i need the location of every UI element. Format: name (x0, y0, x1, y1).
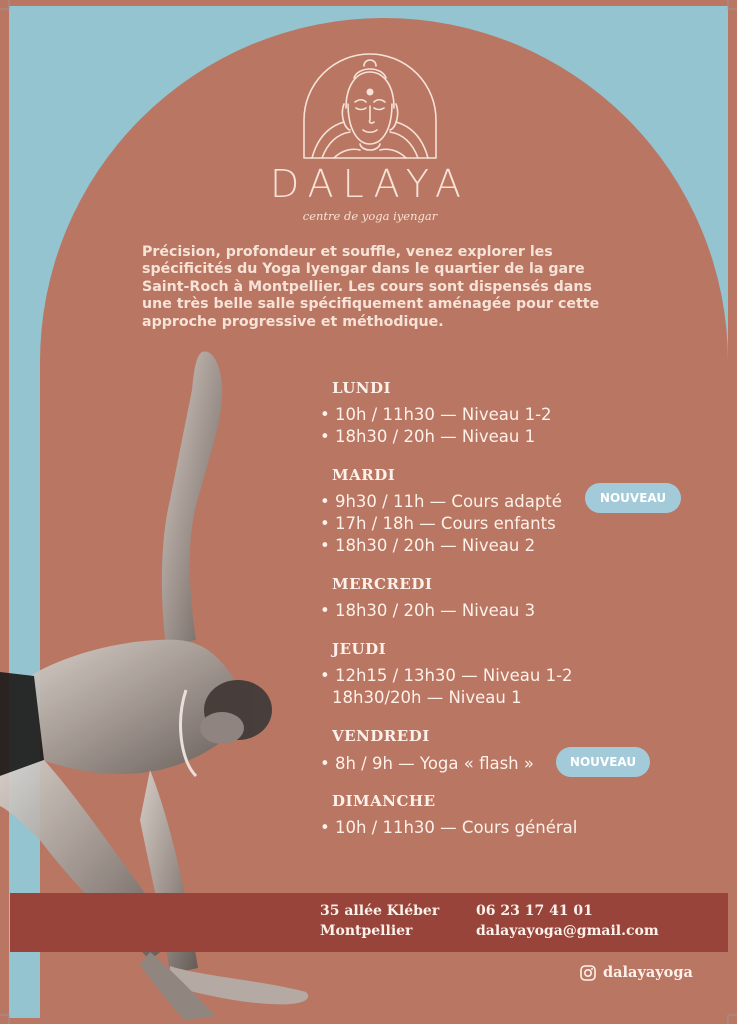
brand-tagline: centre de yoga iyengar (302, 209, 438, 223)
schedule-slot: 18h30/20h — Niveau 1 (332, 688, 522, 707)
day-heading-mardi: MARDI (332, 466, 396, 484)
crop-mark-icon (727, 1014, 737, 1024)
crop-mark-icon (727, 0, 737, 10)
schedule-slot: • 18h30 / 20h — Niveau 1 (320, 427, 536, 446)
schedule-slot: • 9h30 / 11h — Cours adapté (320, 492, 562, 511)
email-address[interactable]: dalayayoga@gmail.com (476, 923, 659, 939)
buddha-face-icon (300, 52, 440, 160)
phone-number[interactable]: 06 23 17 41 01 (476, 903, 593, 919)
schedule-slot: • 8h / 9h — Yoga « flash » (320, 754, 534, 773)
schedule-slot: • 18h30 / 20h — Niveau 2 (320, 536, 536, 555)
instagram-handle[interactable]: dalayayoga (603, 964, 693, 981)
day-heading-lundi: LUNDI (332, 379, 392, 397)
new-badge: NOUVEAU (556, 747, 650, 777)
day-heading-vendredi: VENDREDI (332, 727, 430, 745)
address-street: 35 allée Kléber (320, 903, 440, 919)
schedule-slot: • 10h / 11h30 — Cours général (320, 818, 578, 837)
crop-mark-icon (0, 0, 10, 10)
schedule-slot: • 17h / 18h — Cours enfants (320, 514, 556, 533)
schedule-slot: • 18h30 / 20h — Niveau 3 (320, 601, 536, 620)
instagram-icon[interactable] (580, 965, 596, 981)
schedule-slot: • 12h15 / 13h30 — Niveau 1-2 (320, 666, 573, 685)
intro-paragraph: Précision, profondeur et souffle, venez explorer les spécificités du Yoga Iyengar dans le quartier de la gare Saint-Roch à Montpellier. Les cours sont dispensés dans une très belle salle spécifiquement aménagée pour cette approche progressive et méthodique. (142, 244, 600, 330)
day-heading-dimanche: DIMANCHE (332, 792, 436, 810)
day-heading-jeudi: JEUDI (332, 640, 387, 658)
day-heading-mercredi: MERCREDI (332, 575, 433, 593)
address-city: Montpellier (320, 923, 413, 939)
schedule-slot: • 10h / 11h30 — Niveau 1-2 (320, 405, 552, 424)
new-badge: NOUVEAU (585, 483, 681, 513)
brand-name: DALAYA (270, 162, 470, 206)
